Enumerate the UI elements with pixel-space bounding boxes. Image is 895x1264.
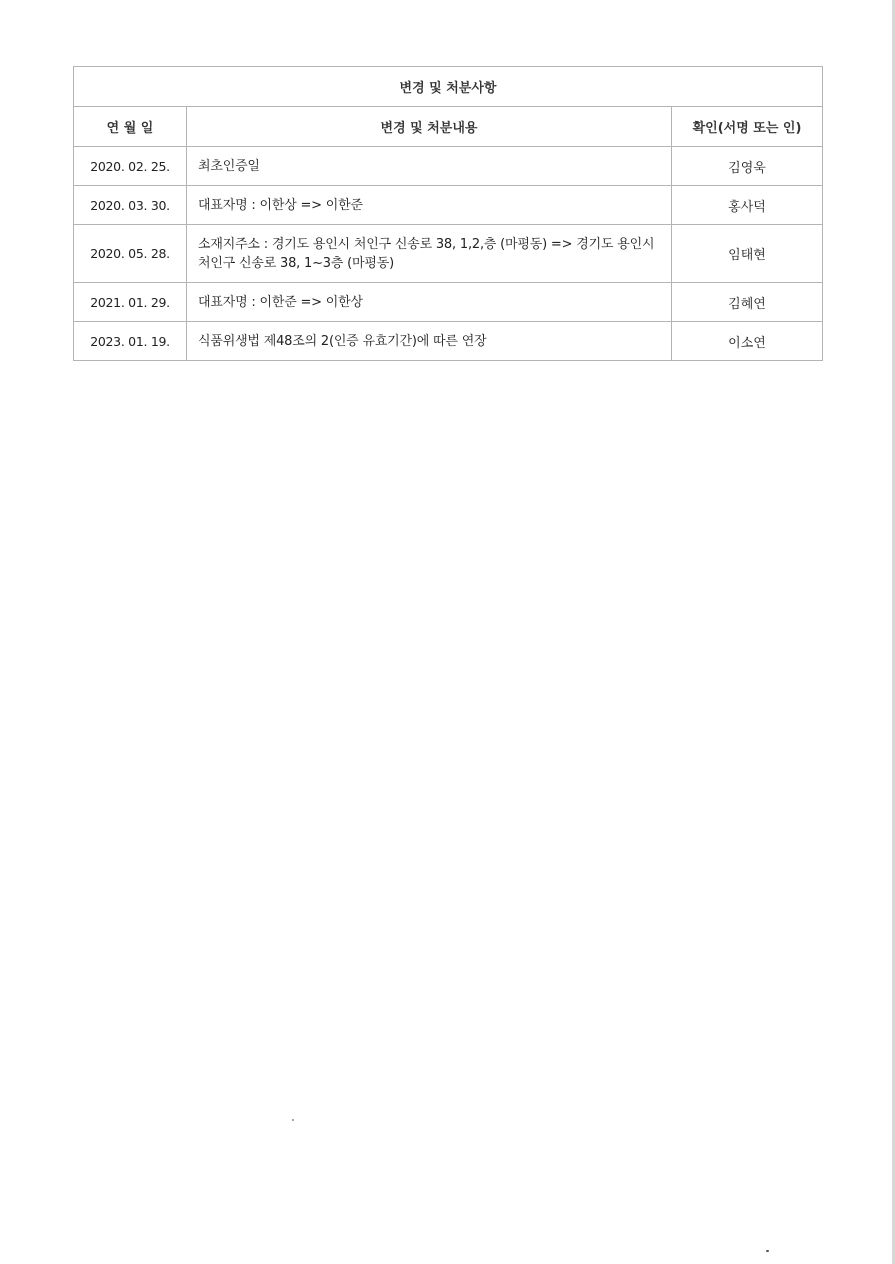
row-content: 대표자명 : 이한준 => 이한상 — [187, 283, 672, 322]
table-title: 변경 및 처분사항 — [74, 67, 823, 107]
table-row — [74, 322, 823, 361]
row-date: 2020. 03. 30. — [74, 186, 187, 225]
table-row — [74, 225, 823, 283]
row-confirm: 임태현 — [672, 225, 823, 283]
scan-speck — [292, 1119, 294, 1121]
row-confirm: 김혜연 — [672, 283, 823, 322]
table-row — [74, 186, 823, 225]
row-date: 2020. 02. 25. — [74, 147, 187, 186]
row-content: 식품위생법 제48조의 2(인증 유효기간)에 따른 연장 — [187, 322, 672, 361]
row-confirm: 이소연 — [672, 322, 823, 361]
scan-speck — [766, 1250, 769, 1252]
table-title-row — [74, 67, 823, 107]
row-confirm: 김영욱 — [672, 147, 823, 186]
header-confirm: 확인(서명 또는 인) — [672, 107, 823, 147]
row-confirm: 홍사덕 — [672, 186, 823, 225]
row-content: 소재지주소 : 경기도 용인시 처인구 신송로 38, 1,2,층 (마평동) => 경기도 용인시 처인구 신송로 38, 1~3층 (마평동) — [187, 225, 672, 283]
change-history-table — [73, 66, 823, 361]
row-date: 2021. 01. 29. — [74, 283, 187, 322]
table-row — [74, 147, 823, 186]
table-row — [74, 283, 823, 322]
row-content: 최초인증일 — [187, 147, 672, 186]
row-date: 2020. 05. 28. — [74, 225, 187, 283]
row-content: 대표자명 : 이한상 => 이한준 — [187, 186, 672, 225]
row-date: 2023. 01. 19. — [74, 322, 187, 361]
header-content: 변경 및 처분내용 — [187, 107, 672, 147]
header-date: 연 월 일 — [74, 107, 187, 147]
table-header-row — [74, 107, 823, 147]
